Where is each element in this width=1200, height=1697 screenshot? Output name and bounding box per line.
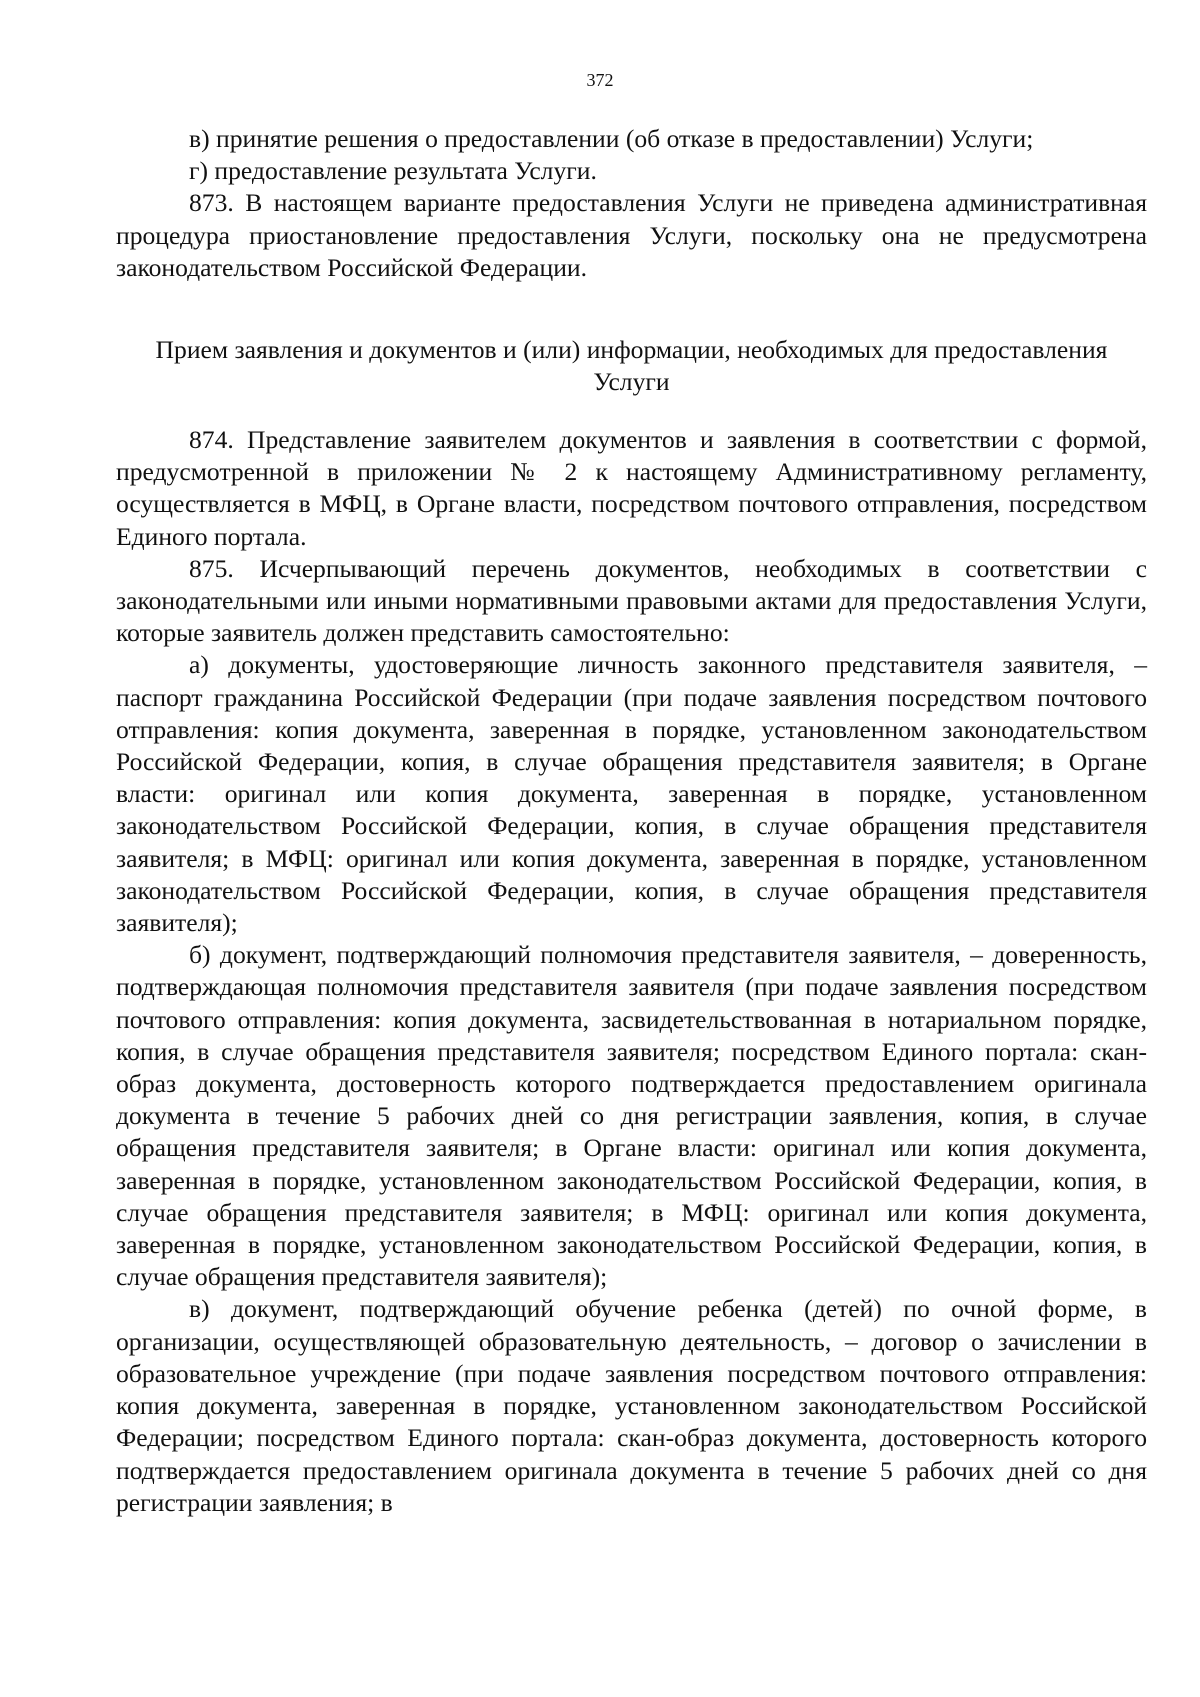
list-item-v: в) принятие решения о предоставлении (об отказе в предоставлении) Услуги;: [189, 124, 1034, 153]
paragraph-874: 874. Представление заявителем документов и заявления в соответствии с формой, предусмотренной в приложении № 2 к настоящему Административному регламенту, осуществляется в МФЦ, в Органе власти, посредством почтового отправления, посредством Единого портала.: [116, 425, 1147, 551]
list-item-a: а) документы, удостоверяющие личность законного представителя заявителя, – паспорт гражданина Российской Федерации (при подаче заявления посредством почтового отправления: копия документа, заверенная в порядке, установленном законодательством Российской Федерации, копия, в случае обращения представителя заявителя; в Органе власти: оригинал или копия документа, заверенная в порядке, установленном законодательством Российской Федерации, копия, в случае обращения представителя заявителя; в МФЦ: оригинал или копия документа, заверенная в порядке, установленном законодательством Российской Федерации, копия, в случае обращения представителя заявителя);: [116, 650, 1147, 938]
list-item-g: г) предоставление результата Услуги.: [189, 156, 597, 186]
paragraph-875: 875. Исчерпывающий перечень документов, необходимых в соответствии с законодательными или иными нормативными правовыми актами для предоставления Услуги, которые заявитель должен представить самостоятельно:: [116, 553, 1147, 648]
paragraph-873: 873. В настоящем варианте предоставления Услуги не приведена административная процедура приостановление предоставления Услуги, поскольку она не предусмотрена законодательством Российской Федерации.: [116, 188, 1147, 282]
list-item-b: б) документ, подтверждающий полномочия представителя заявителя, – доверенность, подтверждающая полномочия представителя заявителя (при подаче заявления посредством почтового отправления: копия документа, засвидетельствованная в нотариальном порядке, копия, в случае обращения представителя заявителя; посредством Единого портала: скан-образ документа, достоверность которого подтверждается предоставлением оригинала документа в течение 5 рабочих дней со дня регистрации заявления, копия, в случае обращения представителя заявителя; в Органе власти: оригинал или копия документа, заверенная в порядке, установленном законодательством Российской Федерации, копия, в случае обращения представителя заявителя; в МФЦ: оригинал или копия документа, заверенная в порядке, установленном законодательством Российской Федерации, копия, в случае обращения представителя заявителя);: [116, 940, 1147, 1292]
page-number: 372: [586, 70, 614, 90]
list-item-v-document: в) документ, подтверждающий обучение ребенка (детей) по очной форме, в организации, осуществляющей образовательную деятельность, – договор о зачислении в образовательное учреждение (при подаче заявления посредством почтового отправления: копия документа, заверенная в порядке, установленном законодательством Российской Федерации; посредством Единого портала: скан-образ документа, достоверность которого подтверждается предоставлением оригинала документа в течение 5 рабочих дней со дня регистрации заявления; в: [116, 1294, 1147, 1517]
section-heading: Прием заявления и документов и (или) информации, необходимых для предоставления Услуги: [155, 335, 1108, 397]
intro-block: [116, 123, 1147, 284]
section-body: [116, 424, 1147, 1519]
